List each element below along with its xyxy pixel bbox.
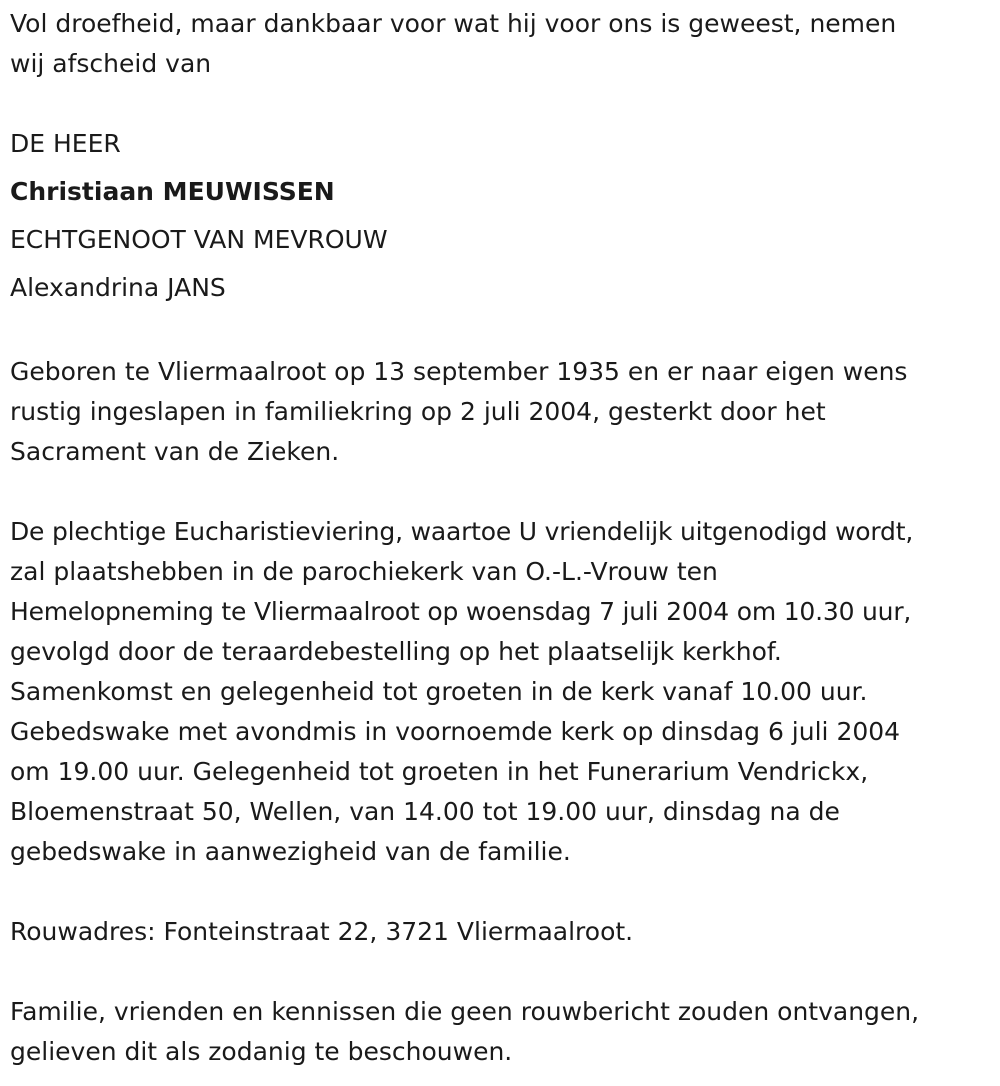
birth-line: Geboren te Vliermaalroot op 13 september 1935 en er naar eigen wens <box>10 357 908 386</box>
deceased-block <box>10 120 995 312</box>
closing-line: Familie, vrienden en kennissen die geen rouwbericht zouden ontvangen, <box>10 997 920 1026</box>
ceremony-line: gevolgd door de teraardebestelling op het plaatselijk kerkhof. <box>10 637 782 666</box>
intro-paragraph <box>10 4 995 84</box>
intro-line: Vol droefheid, maar dankbaar voor wat hij voor ons is geweest, nemen <box>10 9 897 38</box>
spacer <box>10 472 995 512</box>
spacer <box>10 312 995 352</box>
closing-line: gelieven dit als zodanig te beschouwen. <box>10 1037 513 1066</box>
closing-paragraph <box>10 992 995 1072</box>
spouse-name: Alexandrina JANS <box>10 273 226 302</box>
address-paragraph <box>10 912 995 952</box>
deceased-name: Christiaan MEUWISSEN <box>10 177 335 206</box>
birth-line: Sacrament van de Zieken. <box>10 437 340 466</box>
obituary-document <box>10 4 995 1072</box>
honorific: DE HEER <box>10 129 121 158</box>
ceremony-line: om 19.00 uur. Gelegenheid tot groeten in het Funerarium Vendrickx, <box>10 757 869 786</box>
ceremony-line: Bloemenstraat 50, Wellen, van 14.00 tot 19.00 uur, dinsdag na de <box>10 797 840 826</box>
relation-label: ECHTGENOOT VAN MEVROUW <box>10 225 388 254</box>
ceremony-paragraph <box>10 512 995 872</box>
ceremony-line: zal plaatshebben in de parochiekerk van O.-L.-Vrouw ten <box>10 557 718 586</box>
ceremony-line: Samenkomst en gelegenheid tot groeten in de kerk vanaf 10.00 uur. <box>10 677 868 706</box>
mourning-address: Rouwadres: Fonteinstraat 22, 3721 Vliermaalroot. <box>10 917 634 946</box>
birth-line: rustig ingeslapen in familiekring op 2 juli 2004, gesterkt door het <box>10 397 826 426</box>
spacer <box>10 872 995 912</box>
intro-line: wij afscheid van <box>10 49 212 78</box>
ceremony-line: Hemelopneming te Vliermaalroot op woensdag 7 juli 2004 om 10.30 uur, <box>10 597 912 626</box>
spacer <box>10 952 995 992</box>
spacer <box>10 84 995 124</box>
ceremony-line: De plechtige Eucharistieviering, waartoe U vriendelijk uitgenodigd wordt, <box>10 517 914 546</box>
ceremony-line: Gebedswake met avondmis in voornoemde kerk op dinsdag 6 juli 2004 <box>10 717 901 746</box>
ceremony-line: gebedswake in aanwezigheid van de familie. <box>10 837 571 866</box>
birth-paragraph <box>10 352 995 472</box>
